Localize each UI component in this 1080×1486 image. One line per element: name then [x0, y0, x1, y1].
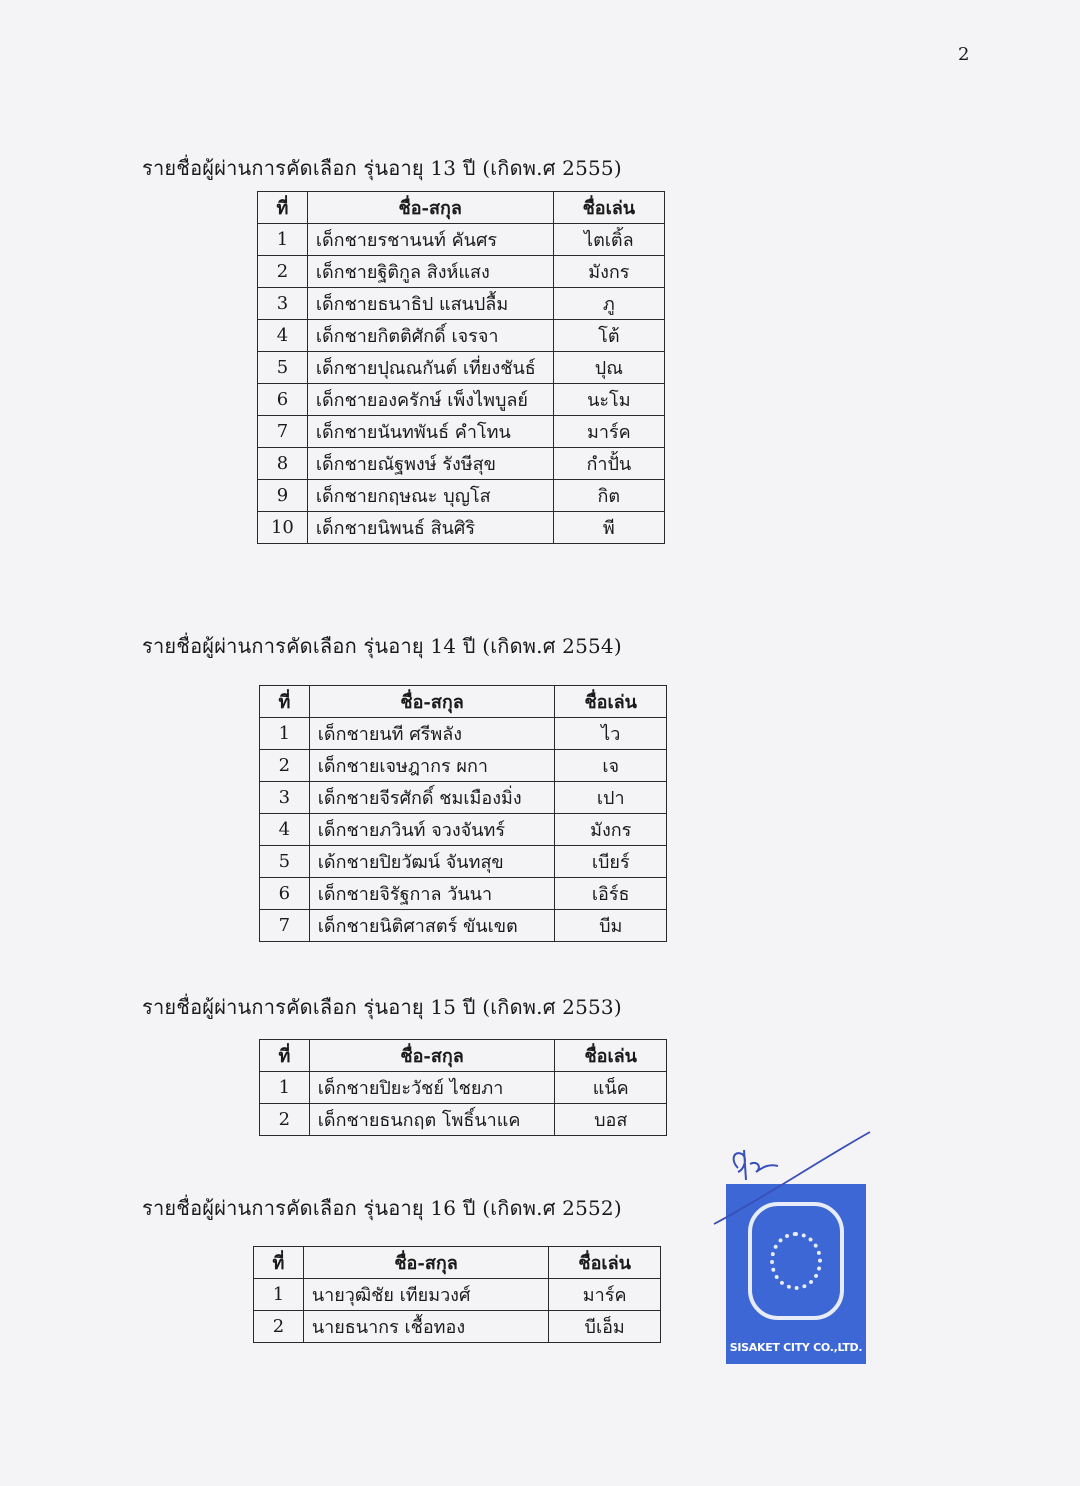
- cell-no: 7: [260, 910, 310, 942]
- cell-name: เด็กชายภวินท์ จวงจันทร์: [309, 814, 555, 846]
- table-row: [260, 878, 667, 910]
- table-row: [260, 1072, 667, 1104]
- cell-no: 10: [258, 512, 308, 544]
- cell-no: 3: [260, 782, 310, 814]
- cell-nickname: นะโม: [553, 384, 664, 416]
- cell-nickname: พี: [553, 512, 664, 544]
- header-no: ที่: [260, 686, 310, 718]
- cell-name: เด็กชายนิพนธ์ สินศิริ: [307, 512, 553, 544]
- cell-no: 2: [254, 1311, 304, 1343]
- table-header-row: [260, 1040, 667, 1072]
- cell-nickname: มังกร: [555, 814, 667, 846]
- cell-name: เด็กชายธนกฤต โพธิ์นาแค: [309, 1104, 555, 1136]
- header-no: ที่: [258, 192, 308, 224]
- cell-nickname: ไตเติ้ล: [553, 224, 664, 256]
- table-row: [258, 480, 665, 512]
- cell-nickname: ปุณ: [553, 352, 664, 384]
- table-row: [260, 910, 667, 942]
- cell-nickname: บีเอ็ม: [549, 1311, 661, 1343]
- cell-nickname: เบียร์: [555, 846, 667, 878]
- cell-name: เด้กชายปิยวัฒน์ จันทสุข: [309, 846, 555, 878]
- cell-no: 6: [260, 878, 310, 910]
- cell-no: 6: [258, 384, 308, 416]
- cell-nickname: แน็ค: [555, 1072, 667, 1104]
- roster-table-age-16: [253, 1246, 661, 1343]
- header-no: ที่: [254, 1247, 304, 1279]
- table-row: [260, 814, 667, 846]
- section-heading-age-15: รายชื่อผู้ผ่านการคัดเลือก รุ่นอายุ 15 ปี (เกิดพ.ศ 2553): [142, 995, 622, 1019]
- cell-nickname: เอิร์ธ: [555, 878, 667, 910]
- cell-name: เด็กชายกิตติศักดิ์ เจรจา: [307, 320, 553, 352]
- roster-table-age-15: [259, 1039, 667, 1136]
- cell-nickname: บีม: [555, 910, 667, 942]
- cell-nickname: เจ: [555, 750, 667, 782]
- roster-table-age-14: [259, 685, 667, 942]
- cell-name: เด็กชายนที ศรีพลัง: [309, 718, 555, 750]
- cell-no: 7: [258, 416, 308, 448]
- cell-no: 1: [254, 1279, 304, 1311]
- table-row: [258, 448, 665, 480]
- cell-name: เด็กชายฐิติกูล สิงห์แสง: [307, 256, 553, 288]
- header-nickname: ชื่อเล่น: [553, 192, 664, 224]
- section-heading-age-14: รายชื่อผู้ผ่านการคัดเลือก รุ่นอายุ 14 ปี (เกิดพ.ศ 2554): [142, 634, 622, 658]
- table-header-row: [258, 192, 665, 224]
- table-row: [258, 288, 665, 320]
- header-nickname: ชื่อเล่น: [555, 686, 667, 718]
- stamp-company-name: SISAKET CITY CO.,LTD.: [729, 1341, 863, 1354]
- cell-name: เด็กชายนันทพันธ์ คำโทน: [307, 416, 553, 448]
- cell-name: นายวุฒิชัย เทียมวงศ์: [303, 1279, 548, 1311]
- cell-nickname: ไว: [555, 718, 667, 750]
- cell-name: เด็กชายจิรัฐกาล วันนา: [309, 878, 555, 910]
- header-name: ชื่อ-สกุล: [309, 1040, 555, 1072]
- cell-name: เด็กชายรชานนท์ คันศร: [307, 224, 553, 256]
- table-header-row: [260, 686, 667, 718]
- header-nickname: ชื่อเล่น: [549, 1247, 661, 1279]
- table-row: [258, 224, 665, 256]
- cell-name: เด็กชายเจษฎากร ผกา: [309, 750, 555, 782]
- cell-nickname: มังกร: [553, 256, 664, 288]
- cell-no: 1: [258, 224, 308, 256]
- table-row: [260, 1104, 667, 1136]
- cell-nickname: ภู: [553, 288, 664, 320]
- table-row: [254, 1279, 661, 1311]
- table-row: [260, 750, 667, 782]
- cell-no: 2: [258, 256, 308, 288]
- cell-nickname: เปา: [555, 782, 667, 814]
- stamp-emblem-inner-icon: [770, 1232, 822, 1290]
- cell-nickname: มาร์ค: [549, 1279, 661, 1311]
- table-row: [258, 352, 665, 384]
- cell-name: เด็กชายองครักษ์ เพ็งไพบูลย์: [307, 384, 553, 416]
- table-row: [260, 718, 667, 750]
- header-name: ชื่อ-สกุล: [303, 1247, 548, 1279]
- page-number: 2: [958, 44, 970, 65]
- section-heading-age-13: รายชื่อผู้ผ่านการคัดเลือก รุ่นอายุ 13 ปี (เกิดพ.ศ 2555): [142, 156, 622, 180]
- cell-nickname: โต้: [553, 320, 664, 352]
- table-row: [260, 846, 667, 878]
- section-heading-age-16: รายชื่อผู้ผ่านการคัดเลือก รุ่นอายุ 16 ปี (เกิดพ.ศ 2552): [142, 1196, 622, 1220]
- table-row: [258, 416, 665, 448]
- cell-name: เด็กชายปิยะวัชย์ ไชยภา: [309, 1072, 555, 1104]
- cell-no: 4: [258, 320, 308, 352]
- cell-name: นายธนากร เชื้อทอง: [303, 1311, 548, 1343]
- cell-no: 5: [260, 846, 310, 878]
- header-no: ที่: [260, 1040, 310, 1072]
- header-name: ชื่อ-สกุล: [307, 192, 553, 224]
- cell-name: เด็กชายณัฐพงษ์ รังษีสุข: [307, 448, 553, 480]
- header-nickname: ชื่อเล่น: [555, 1040, 667, 1072]
- table-row: [258, 320, 665, 352]
- table-header-row: [254, 1247, 661, 1279]
- cell-no: 2: [260, 750, 310, 782]
- header-name: ชื่อ-สกุล: [309, 686, 555, 718]
- cell-nickname: บอส: [555, 1104, 667, 1136]
- cell-no: 3: [258, 288, 308, 320]
- cell-nickname: มาร์ค: [553, 416, 664, 448]
- table-row: [258, 256, 665, 288]
- roster-table-age-13: [257, 191, 665, 544]
- cell-no: 4: [260, 814, 310, 846]
- cell-no: 1: [260, 718, 310, 750]
- cell-name: เด็กชายปุณณกันต์ เที่ยงชันธ์: [307, 352, 553, 384]
- cell-no: 8: [258, 448, 308, 480]
- cell-name: เด็กชายนิติศาสตร์ ขันเขต: [309, 910, 555, 942]
- cell-name: เด็กชายจีรศักดิ์ ชมเมืองมิ่ง: [309, 782, 555, 814]
- cell-nickname: กิต: [553, 480, 664, 512]
- cell-no: 9: [258, 480, 308, 512]
- table-row: [260, 782, 667, 814]
- signature-icon: [700, 1120, 880, 1240]
- table-row: [258, 384, 665, 416]
- cell-name: เด็กชายกฤษณะ บุญโส: [307, 480, 553, 512]
- cell-no: 5: [258, 352, 308, 384]
- cell-no: 1: [260, 1072, 310, 1104]
- cell-nickname: กำปั้น: [553, 448, 664, 480]
- table-row: [258, 512, 665, 544]
- cell-no: 2: [260, 1104, 310, 1136]
- cell-name: เด็กชายธนาธิป แสนปลื้ม: [307, 288, 553, 320]
- table-row: [254, 1311, 661, 1343]
